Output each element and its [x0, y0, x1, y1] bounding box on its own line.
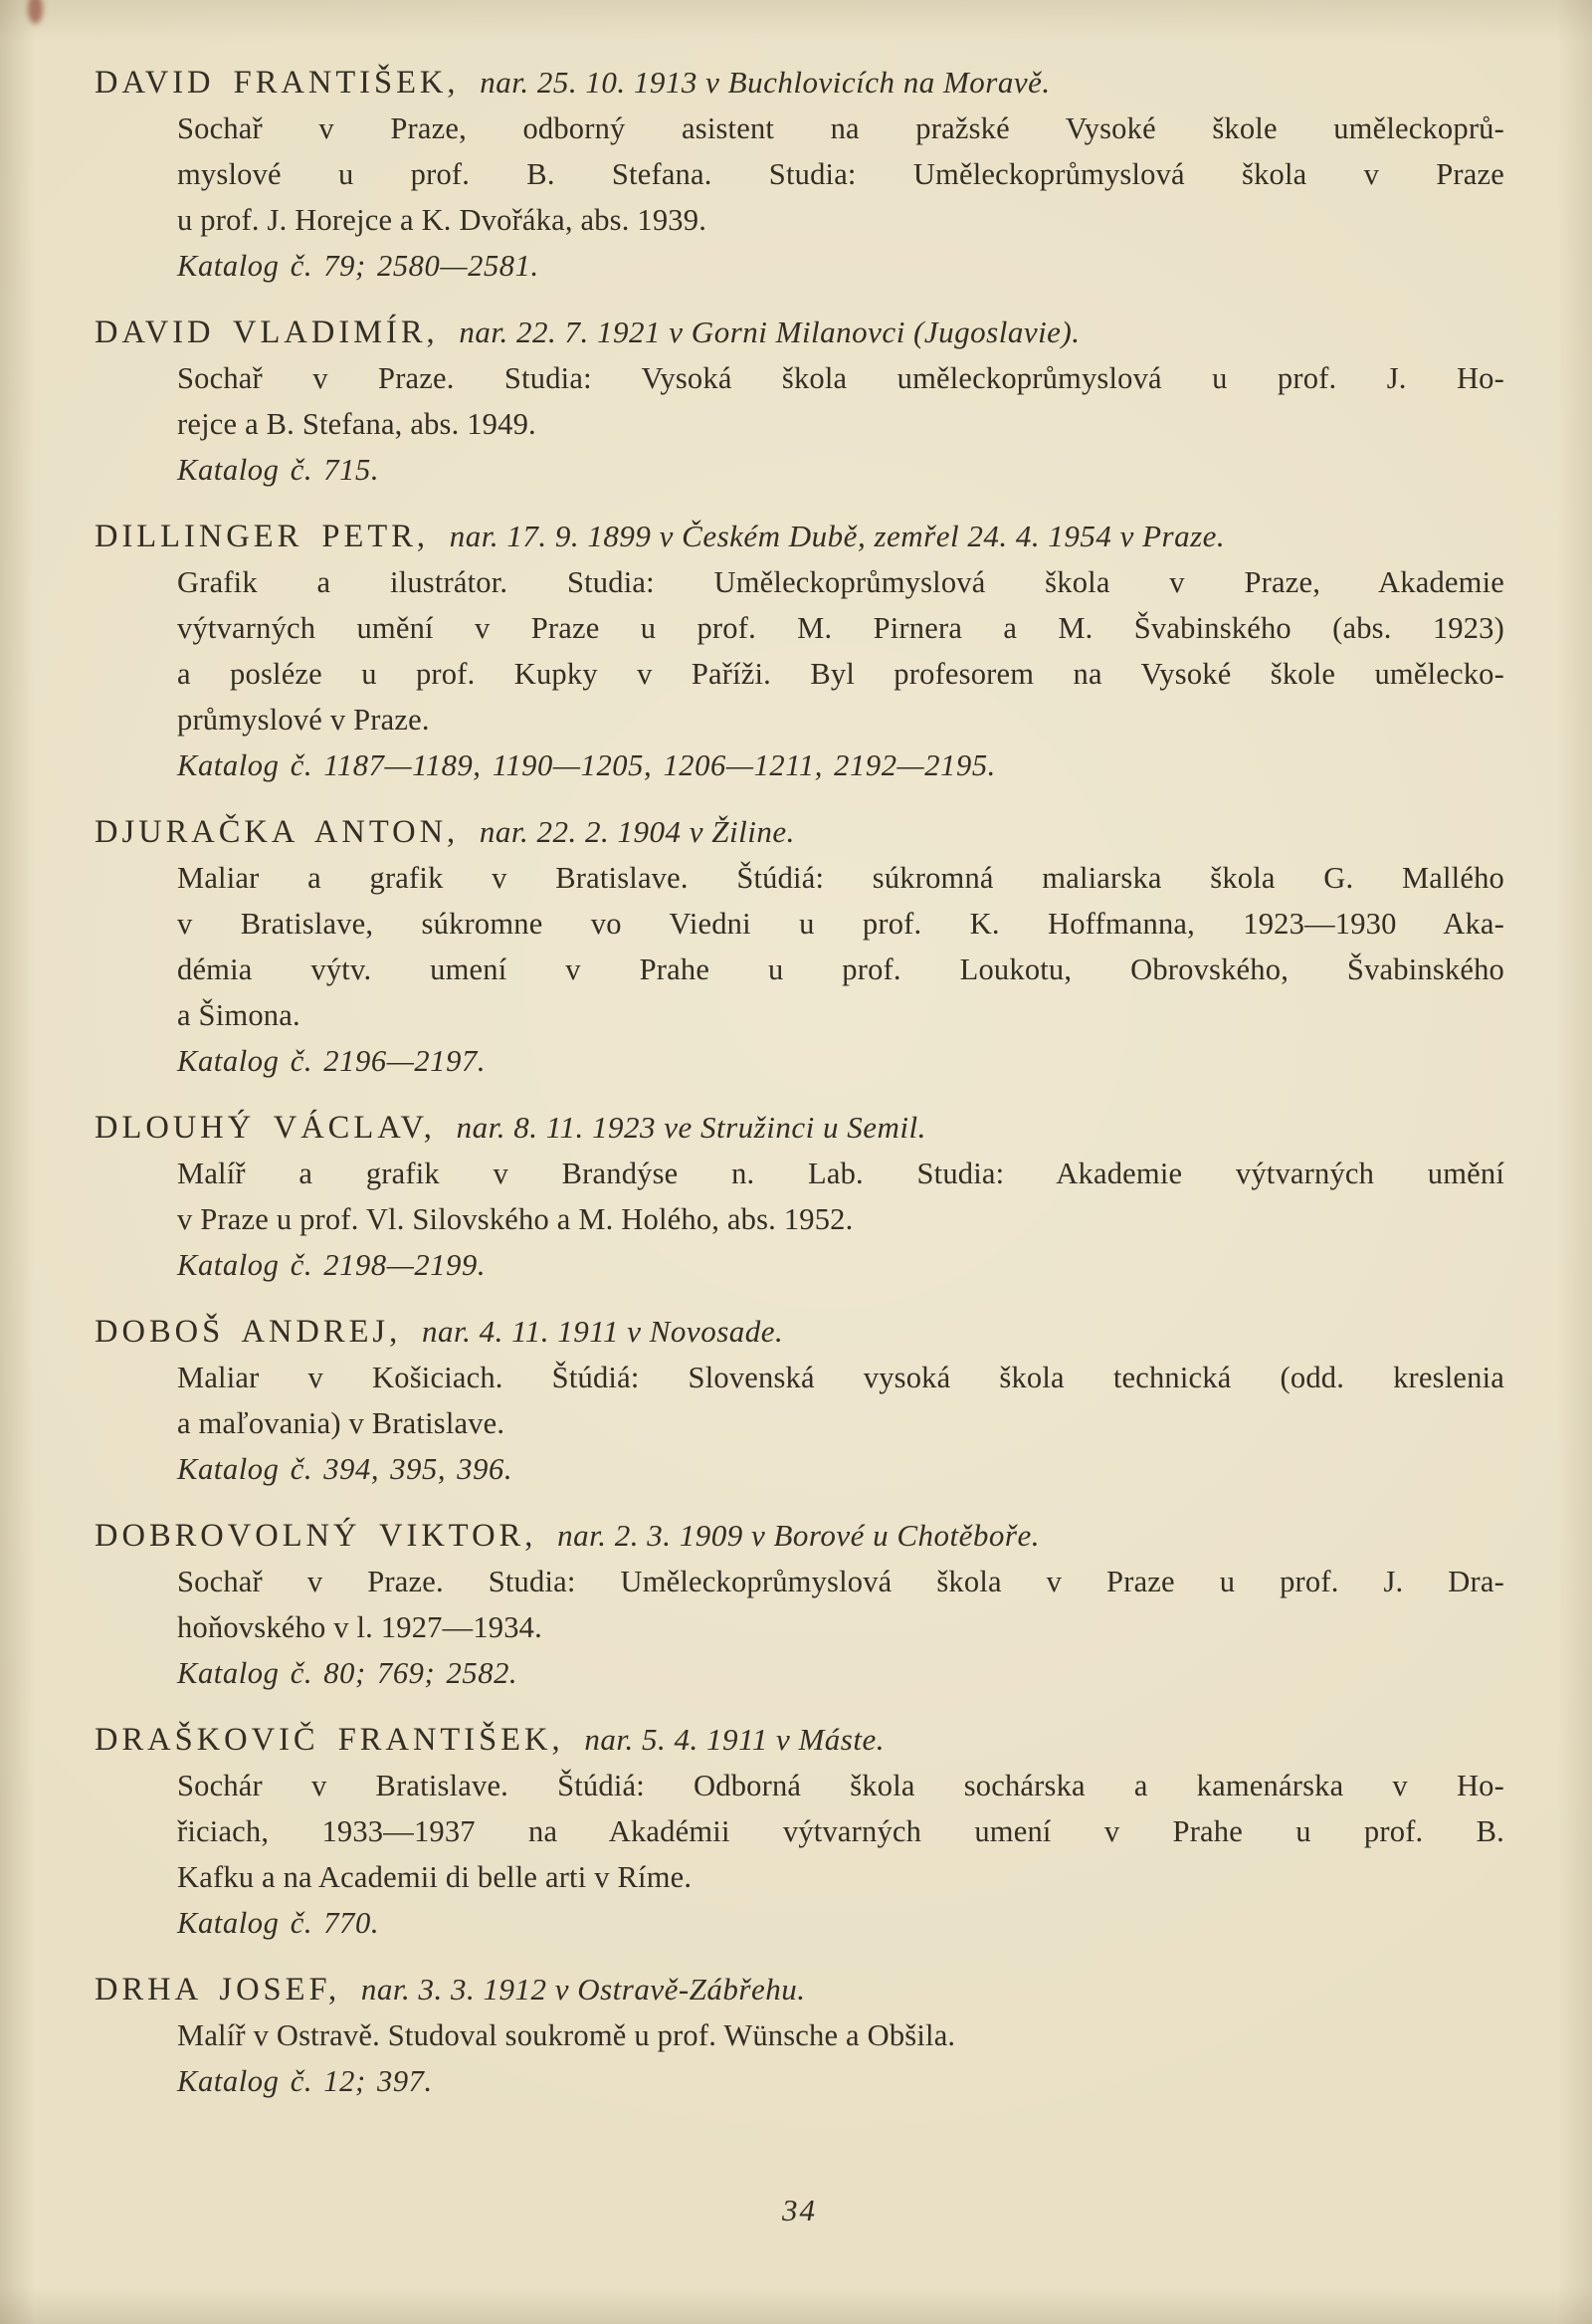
- artist-name: DAVID VLADIMÍR,: [95, 315, 439, 350]
- entry: [95, 1967, 1504, 2104]
- birth-info: nar. 8. 11. 1923 ve Stružinci u Semil.: [456, 1110, 926, 1145]
- entry: [95, 1309, 1504, 1492]
- body-line: Maliar a grafik v Bratislave. Štúdiá: súkromná maliarska škola G. Mallého: [177, 861, 1504, 895]
- body-line: Sochař v Praze. Studia: Vysoká škola uměleckoprůmyslová u prof. J. Ho-: [177, 361, 1504, 395]
- artist-name: DRAŠKOVIČ FRANTIŠEK,: [95, 1722, 564, 1758]
- body-line: Sochař v Praze, odborný asistent na pražské Vysoké škole uměleckoprů-: [177, 111, 1504, 145]
- entry: [95, 1513, 1504, 1696]
- entry-heading: [95, 809, 1504, 855]
- catalog-line: Katalog č. 394, 395, 396.: [177, 1452, 513, 1486]
- entry-body: [95, 2012, 1504, 2058]
- entry-heading: [95, 1309, 1504, 1355]
- body-line: Grafik a ilustrátor. Studia: Uměleckoprůmyslová škola v Praze, Akademie: [177, 565, 1504, 599]
- body-line: řiciach, 1933—1937 na Akadémii výtvarných umení v Prahe u prof. B.: [177, 1814, 1504, 1848]
- catalog-line: Katalog č. 715.: [177, 453, 380, 487]
- body-line: Sochař v Praze. Studia: Uměleckoprůmyslová škola v Praze u prof. J. Dra-: [177, 1565, 1504, 1598]
- entry-body: [95, 355, 1504, 447]
- entry-body: [95, 1559, 1504, 1650]
- body-line: Malíř a grafik v Brandýse n. Lab. Studia: Akademie výtvarných umění: [177, 1157, 1504, 1190]
- entry-body: [95, 559, 1504, 742]
- entry-heading: [95, 1513, 1504, 1559]
- entry-heading: [95, 60, 1504, 106]
- entry-body: [95, 1355, 1504, 1446]
- scan-artifact: [28, 0, 43, 24]
- artist-name: DAVID FRANTIŠEK,: [95, 65, 460, 101]
- catalog-line: Katalog č. 79; 2580—2581.: [177, 249, 539, 283]
- catalog-line: Katalog č. 80; 769; 2582.: [177, 1656, 518, 1690]
- birth-info: nar. 17. 9. 1899 v Českém Dubě, zemřel 24. 4. 1954 v Praze.: [449, 519, 1226, 553]
- entry-heading: [95, 1105, 1504, 1151]
- body-line: průmyslové v Praze.: [177, 703, 430, 737]
- body-line: výtvarných umění v Praze u prof. M. Pirnera a M. Švabinského (abs. 1923): [177, 611, 1504, 645]
- body-line: u prof. J. Horejce a K. Dvořáka, abs. 1939.: [177, 203, 707, 237]
- entry-heading: [95, 310, 1504, 355]
- body-line: Maliar v Košiciach. Štúdiá: Slovenská vysoká škola technická (odd. kreslenia: [177, 1361, 1504, 1394]
- entry: [95, 1717, 1504, 1946]
- body-line: a posléze u prof. Kupky v Paříži. Byl profesorem na Vysoké škole umělecko-: [177, 657, 1504, 691]
- body-line: démia výtv. umení v Prahe u prof. Loukotu, Obrovského, Švabinského: [177, 952, 1504, 986]
- artist-name: DLOUHÝ VÁCLAV,: [95, 1110, 436, 1146]
- entry-heading: [95, 1967, 1504, 2012]
- catalog-line: Katalog č. 2198—2199.: [177, 1248, 487, 1282]
- catalog-line: Katalog č. 12; 397.: [177, 2064, 433, 2098]
- entry-body: [95, 106, 1504, 243]
- birth-info: nar. 3. 3. 1912 v Ostravě-Zábřehu.: [360, 1972, 806, 2007]
- artist-name: DOBOŠ ANDREJ,: [95, 1314, 402, 1350]
- catalog-line: Katalog č. 770.: [177, 1906, 380, 1940]
- artist-name: DOBROVOLNÝ VIKTOR,: [95, 1518, 537, 1554]
- entry-body: [95, 855, 1504, 1038]
- body-line: v Praze u prof. Vl. Silovského a M. Holého, abs. 1952.: [177, 1202, 854, 1236]
- birth-info: nar. 22. 2. 1904 v Žiline.: [479, 814, 795, 849]
- entry-body: [95, 1763, 1504, 1900]
- birth-info: nar. 4. 11. 1911 v Novosade.: [421, 1314, 784, 1349]
- entry: [95, 310, 1504, 493]
- birth-info: nar. 22. 7. 1921 v Gorni Milanovci (Jugoslavie).: [459, 315, 1081, 349]
- body-line: a Šimona.: [177, 998, 300, 1032]
- birth-info: nar. 5. 4. 1911 v Máste.: [584, 1722, 885, 1757]
- body-line: a maľovania) v Bratislave.: [177, 1406, 505, 1440]
- entry-heading: [95, 1717, 1504, 1763]
- entry: [95, 809, 1504, 1084]
- body-line: Sochár v Bratislave. Štúdiá: Odborná škola sochárska a kamenárska v Ho-: [177, 1769, 1504, 1802]
- body-line: Kafku a na Academii di belle arti v Ríme.: [177, 1860, 693, 1894]
- body-line: v Bratislave, súkromne vo Viedni u prof. K. Hoffmanna, 1923—1930 Aka-: [177, 907, 1504, 941]
- artist-name: DILLINGER PETR,: [95, 519, 429, 554]
- page-number: 34: [782, 2193, 817, 2227]
- entry: [95, 514, 1504, 788]
- artist-name: DJURAČKA ANTON,: [95, 814, 460, 850]
- body-line: myslové u prof. B. Stefana. Studia: Uměleckoprůmyslová škola v Praze: [177, 157, 1504, 191]
- birth-info: nar. 25. 10. 1913 v Buchlovicích na Moravě.: [480, 65, 1051, 100]
- entry-heading: [95, 514, 1504, 559]
- catalog-line: Katalog č. 1187—1189, 1190—1205, 1206—1211, 2192—2195.: [177, 748, 996, 782]
- entry-body: [95, 1151, 1504, 1242]
- entry: [95, 1105, 1504, 1288]
- catalog-line: Katalog č. 2196—2197.: [177, 1044, 487, 1078]
- body-line: Malíř v Ostravě. Studoval soukromě u prof. Wünsche a Obšila.: [177, 2018, 956, 2052]
- birth-info: nar. 2. 3. 1909 v Borové u Chotěboře.: [557, 1518, 1040, 1553]
- artist-name: DRHA JOSEF,: [95, 1972, 341, 2007]
- entry: [95, 60, 1504, 289]
- body-line: hoňovského v l. 1927—1934.: [177, 1610, 542, 1644]
- body-line: rejce a B. Stefana, abs. 1949.: [177, 407, 536, 441]
